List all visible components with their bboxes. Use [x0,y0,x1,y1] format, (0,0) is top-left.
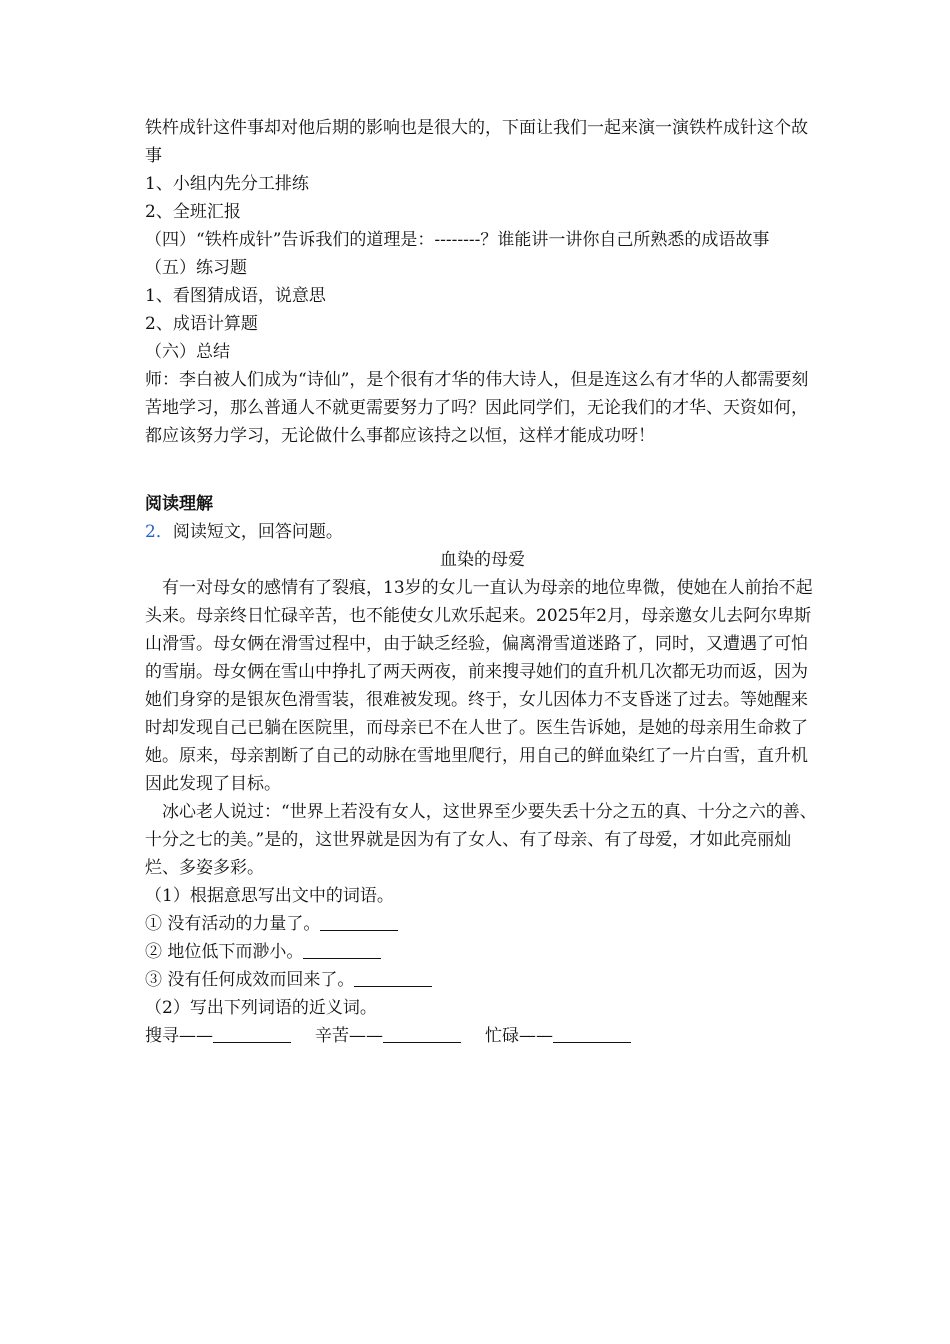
synonym-blank-1[interactable] [213,1022,291,1043]
story-title: 血染的母爱 [440,550,525,570]
story-paragraph-1: 有一对母女的感情有了裂痕，13岁的女儿一直认为母亲的地位卑微，使她在人前抬不起头来。母亲终日忙碌辛苦，也不能使女儿欢乐起来。2025年2月，母亲邀女儿去阿尔卑斯山滑雪。母女俩在滑雪过程中，由于缺乏经验，偏离滑雪道迷路了，同时，又遭遇了可怕的雪崩。母女俩在雪山中挣扎了两天两夜，前来搜寻她们的直升机几次都无功而返，因为她们身穿的是银灰色滑雪装，很难被发现。终于，女儿因体力不支昏迷了过去。等她醒来时却发现自己已躺在医院里，而母亲已不在人世了。医生告诉她，是她的母亲用生命救了她。原来，母亲割断了自己的动脉在雪地里爬行，用自己的鲜血染红了一片白雪，直升机因此发现了目标。 [145,578,813,794]
reading-heading: 阅读理解 [145,494,213,514]
document-content [145,114,820,1050]
question-1b: ② 地位低下而渺小。 [145,942,304,962]
lesson-intro: 铁杵成针这件事却对他后期的影响也是很大的，下面让我们一起来演一演铁杵成针这个故事 [145,118,808,166]
lesson-section-6: （六）总结 [145,342,230,362]
question-2: （2）写出下列词语的近义词。 [145,998,377,1018]
synonym-label-1: 搜寻—— [145,1026,213,1046]
question-1c-line [145,966,820,994]
lesson-section-5: （五）练习题 [145,258,247,278]
synonym-item-2 [315,1022,461,1050]
question-number: 2． [145,522,173,542]
synonym-blank-2[interactable] [383,1022,461,1043]
question-1: （1）根据意思写出文中的词语。 [145,886,394,906]
synonym-label-2: 辛苦—— [315,1026,383,1046]
reading-instruction: 阅读短文，回答问题。 [172,522,343,542]
question-1a: ① 没有活动的力量了。 [145,914,321,934]
synonym-blank-3[interactable] [553,1022,631,1043]
answer-blank-1c[interactable] [354,966,432,987]
question-1a-line [145,910,820,938]
exercise-1: 1、看图猜成语，说意思 [145,286,326,306]
lesson-section-4: （四）“铁杵成针”告诉我们的道理是：--------？谁能讲一讲你自己所熟悉的成语故事 [145,230,770,250]
synonym-label-3: 忙碌—— [485,1026,553,1046]
exercise-2: 2、成语计算题 [145,314,258,334]
question-1b-line [145,938,820,966]
lesson-step-1: 1、小组内先分工排练 [145,174,309,194]
answer-blank-1b[interactable] [303,938,381,959]
answer-blank-1a[interactable] [320,910,398,931]
synonym-item-3 [485,1022,631,1050]
lesson-step-2: 2、全班汇报 [145,202,241,222]
reading-instruction-line [145,518,820,546]
lesson-summary: 师：李白被人们成为“诗仙”，是个很有才华的伟大诗人，但是连这么有才华的人都需要刻苦地学习，那么普通人不就更需要努力了吗？因此同学们，无论我们的才华、天资如何，都应该努力学习，无论做什么事都应该持之以恒，这样才能成功呀！ [145,370,809,446]
question-1c: ③ 没有任何成效而回来了。 [145,970,355,990]
synonym-item-1 [145,1022,291,1050]
story-paragraph-2: 冰心老人说过：“世界上若没有女人，这世界至少要失丢十分之五的真、十分之六的善、十分之七的美。”是的，这世界就是因为有了女人、有了母亲、有了母爱，才如此亮丽灿烂、多姿多彩。 [145,802,817,878]
synonym-row [145,1022,820,1050]
